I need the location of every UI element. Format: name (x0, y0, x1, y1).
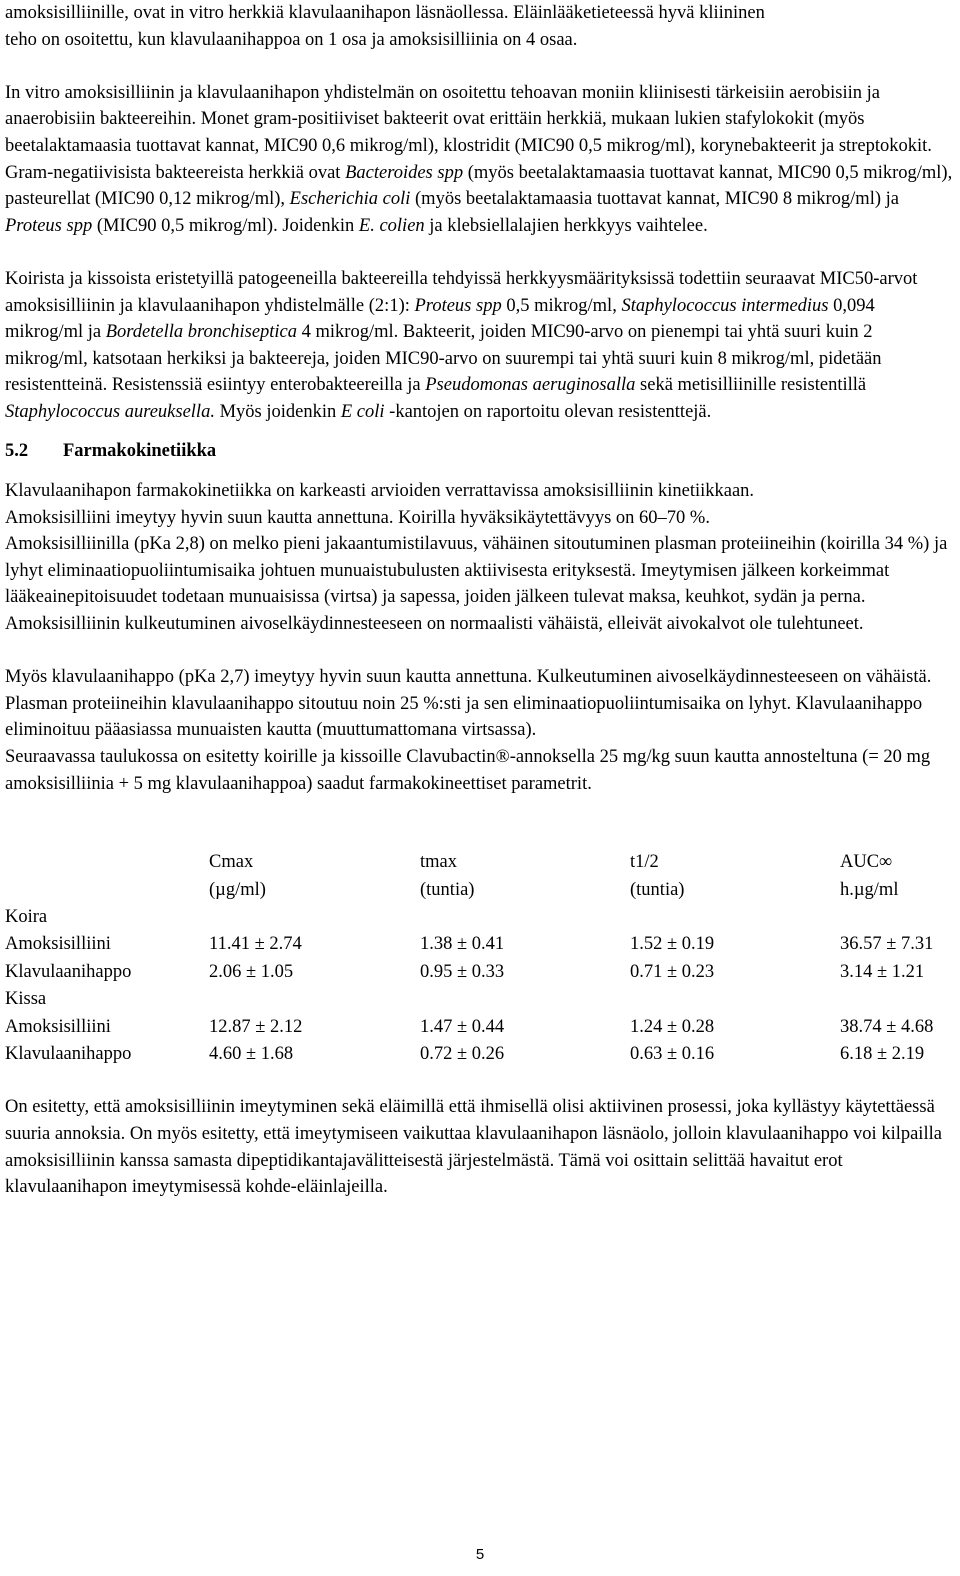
document-page (5, 0, 957, 1201)
paragraph-intro-line-1: amoksisilliinille, ovat in vitro herkkiä klavulaanihapon läsnäollessa. Eläinlääketieteessä hyvä kliininen (5, 3, 765, 23)
table-cell: 2.06 ± 1.05 (209, 961, 294, 982)
table-cell: 0.71 ± 0.23 (630, 961, 715, 982)
species-name: E. colien (358, 215, 425, 236)
species-name: E coli (340, 401, 385, 422)
table-cell: 0.63 ± 0.16 (630, 1043, 715, 1064)
table-header-cell: AUC∞ (840, 852, 893, 873)
table-cell: 4.60 ± 1.68 (209, 1043, 294, 1064)
table-unit-cell: h.µg/ml (840, 879, 899, 900)
paragraph-intro (5, 0, 957, 53)
section-heading (5, 438, 957, 465)
table-group-label: Kissa (5, 989, 47, 1010)
table-cell: 1.47 ± 0.44 (420, 1016, 505, 1037)
table-cell: 12.87 ± 2.12 (209, 1016, 303, 1037)
table-group-row-cat (5, 986, 957, 1013)
table-header-cell: tmax (420, 852, 457, 873)
table-cell: 3.14 ± 1.21 (840, 961, 925, 982)
paragraph-mic-values: Koirista ja kissoista eristetyillä patogeeneilla bakteereilla tehdyissä herkkyysmäärityksissä todettiin seuraavat MIC50-arvot amoksisilliinin ja klavulaanihapon yhdistelmälle (2:1): Proteus spp 0,5 mikrog/ml, Staphylococcus intermedius 0,094 mikrog/ml ja Bordetella bronchiseptica 4 mikrog/ml. Bakteerit, joiden MIC90-arvo on pienempi tai yhtä suuri kuin 2 mikrog/ml, katsotaan herkiksi ja bakteereja, joiden MIC90-arvo on suurempi tai yhtä suuri kuin 8 mikrog/ml, pidetään resistentteinä. Resistenssiä esiintyy enterobakteereilla ja Pseudomonas aeruginosalla sekä metisilliinille resistentillä Staphylococcus aureuksella. Myös joidenkin E coli -kantojen on raportoitu olevan resistenttejä. (5, 268, 918, 422)
table-unit-cell: (tuntia) (420, 879, 475, 900)
table-cell: 11.41 ± 2.74 (209, 934, 302, 955)
table-unit-cell: (tuntia) (630, 879, 685, 900)
paragraph-in-vitro: In vitro amoksisilliinin ja klavulaanihapon yhdistelmän on osoitettu tehoavan moniin kliinisesti tärkeisiin aerobisiin ja anaerobisiin bakteereihin. Monet gram-positiiviset bakteerit ovat erittäin herkkiä, mukaan lukien stafylokokit (myös beetalaktamaasia tuottavat kannat, MIC90 0,6 mikrog/ml), klostridit (MIC90 0,5 mikrog/ml), korynebakteerit ja streptokokit. Gram-negatiivisista bakteereista herkkiä ovat Bacteroides spp (myös beetalaktamaasia tuottavat kannat, MIC90 0,5 mikrog/ml), pasteurellat (MIC90 0,12 mikrog/ml), Escherichia coli (myös beetalaktamaasia tuottavat kannat, MIC90 8 mikrog/ml) ja Proteus spp (MIC90 0,5 mikrog/ml). Joidenkin E. colien ja klebsiellalajien herkkyys vaihtelee. (5, 82, 953, 236)
table-cell: 38.74 ± 4.68 (840, 1016, 934, 1037)
table-units-row (5, 877, 957, 904)
species-name: Staphylococcus aureuksella. (5, 401, 215, 422)
table-unit-cell: (µg/ml) (209, 879, 266, 900)
spacer (5, 53, 957, 80)
table-row (5, 1014, 957, 1041)
species-name: Bacteroides spp (345, 162, 464, 183)
paragraph-pharmacokinetics: Klavulaanihapon farmakokinetiikka on karkeasti arvioiden verrattavissa amoksisilliinin kinetiikkaan. Amoksisilliini imeytyy hyvin suun kautta annettuna. Koirilla hyväksikäytettävyys on 60–70 %. Amoksisilliinilla (pKa 2,8) on melko pieni jakaantumistilavuus, vähäinen sitoutuminen plasman proteiineihin (koirilla 34 %) ja lyhyt eliminaatiopuoliintumisaika johtuen munuaistubulusten aktiivisesta erityksestä. Imeytymisen jälkeen korkeimmat lääkeainepitoisuudet todetaan munuaisissa (virtsa) ja sapessa, joiden jälkeen tulevat maksa, keuhkot, sydän ja perna. Amoksisilliinin kulkeutuminen aivoselkäydinnesteeseen on normaalisti vähäistä, elleivät aivokalvot ole tulehtuneet. (5, 481, 948, 635)
paragraph-clavulanic-acid: Myös klavulaanihappo (pKa 2,7) imeytyy hyvin suun kautta annettuna. Kulkeutuminen aivoselkäydinnesteeseen on vähäistä. Plasman proteiineihin klavulaanihappo sitoutuu noin 25 %:sti ja sen eliminaatiopuoliintumisaika on lyhyt. Klavulaanihappo eliminoituu pääasiassa munuaisten kautta (muuttumattomana virtsassa). Seuraavassa taulukossa on esitetty koirille ja kissoille Clavubactin®-annoksella 25 mg/kg suun kautta annosteltuna (= 20 mg amoksisilliinia + 5 mg klavulaanihappoa) saadut farmakokineettiset parametrit. (5, 667, 932, 794)
species-name: Proteus spp (5, 215, 93, 236)
table-cell: Klavulaanihappo (5, 1043, 132, 1064)
table-cell: 1.38 ± 0.41 (420, 934, 505, 955)
paragraph-absorption: On esitetty, että amoksisilliinin imeytyminen sekä eläimillä että ihmisellä olisi aktiivinen prosessi, joka kyllästyy käytettäessä suuria annoksia. On myös esitetty, että imeytymiseen vaikuttaa klavulaanihapon läsnäolo, jolloin klavulaanihappo voi kilpailla amoksisilliinin kanssa samasta dipeptidikantajavälitteisestä järjestelmästä. Tämä voi osittain selittää havaitut erot klavulaanihapon imeytymisessä kohde-eläinlajeilla. (5, 1097, 942, 1198)
table-header-cell: Cmax (209, 852, 254, 873)
species-name: Staphylococcus intermedius (621, 295, 829, 316)
table-group-label: Koira (5, 907, 48, 927)
table-cell: 1.24 ± 0.28 (630, 1016, 715, 1037)
species-name: Proteus spp (414, 295, 502, 316)
spacer (5, 239, 957, 266)
table-cell: 36.57 ± 7.31 (840, 934, 934, 955)
table-row (5, 959, 957, 986)
table-cell: 1.52 ± 0.19 (630, 934, 715, 955)
table-cell: Amoksisilliini (5, 1016, 111, 1037)
table-cell: Amoksisilliini (5, 934, 111, 955)
species-name: Escherichia coli (289, 189, 411, 210)
pharmacokinetic-table (5, 849, 957, 1068)
table-cell: 0.95 ± 0.33 (420, 961, 505, 982)
table-cell: Klavulaanihappo (5, 961, 132, 982)
table-group-row-dog (5, 904, 957, 931)
page-number: 5 (475, 1546, 485, 1563)
table-row (5, 931, 957, 958)
table-header-cell (5, 849, 209, 876)
species-name: Pseudomonas aeruginosalla (425, 375, 636, 396)
table-row (5, 1041, 957, 1068)
paragraph-intro-line-2: teho on osoitettu, kun klavulaanihappoa on 1 osa ja amoksisilliinia on 4 osaa. (5, 29, 578, 50)
table-cell: 0.72 ± 0.26 (420, 1043, 505, 1064)
table-unit-cell (5, 877, 209, 904)
species-name: Bordetella bronchiseptica (105, 322, 298, 343)
table-header-row (5, 849, 957, 876)
spacer (5, 638, 957, 665)
table-header-cell: t1/2 (630, 852, 659, 873)
table-cell: 6.18 ± 2.19 (840, 1043, 925, 1064)
section-title: Farmakokinetiikka (63, 440, 217, 461)
section-number: 5.2 (5, 440, 29, 461)
